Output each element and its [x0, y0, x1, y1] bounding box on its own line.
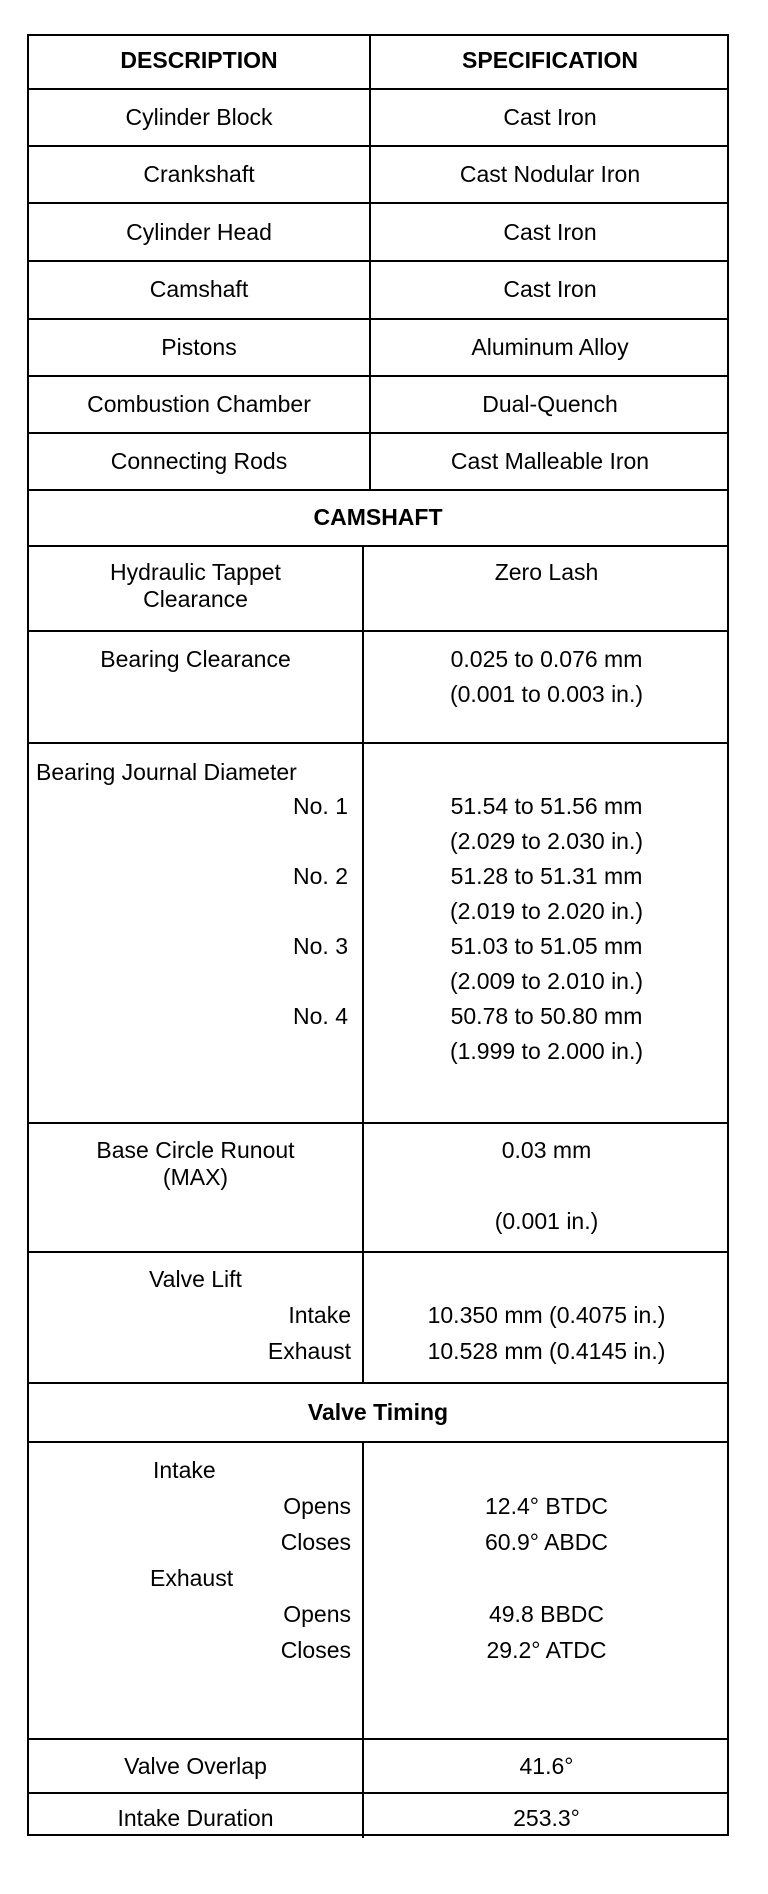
timing-exhaust-opens-value: 49.8 BBDC: [488, 1601, 605, 1627]
desc-journal-diameter: Bearing Journal Diameter: [36, 759, 297, 785]
spec-connecting-rods: Cast Malleable Iron: [450, 448, 650, 474]
valve-lift-exhaust-label: Exhaust: [267, 1338, 351, 1364]
desc-bearing-clearance: Bearing Clearance: [100, 646, 291, 672]
valve-timing-heading: Valve Timing: [307, 1399, 449, 1425]
desc-connecting-rods: Connecting Rods: [110, 448, 288, 474]
desc-camshaft: Camshaft: [149, 276, 249, 302]
journal-no2-mm: 51.28 to 51.31 mm: [450, 863, 643, 889]
journal-no4-label: No. 4: [293, 1003, 348, 1029]
timing-intake-closes-label: Closes: [280, 1529, 351, 1555]
valve-lift-exhaust-value: 10.528 mm (0.4145 in.): [427, 1338, 666, 1364]
desc-crankshaft: Crankshaft: [143, 161, 255, 187]
timing-intake-opens-value: 12.4° BTDC: [485, 1493, 608, 1519]
spec-tappet: Zero Lash: [494, 559, 599, 585]
row-divider: [29, 1382, 727, 1384]
desc-valve-overlap: Valve Overlap: [124, 1753, 267, 1779]
row-divider: [29, 375, 727, 377]
row-divider: [29, 202, 727, 204]
camshaft-heading: CAMSHAFT: [313, 504, 443, 530]
row-divider: [29, 1792, 727, 1794]
spec-intake-duration: 253.3°: [513, 1805, 580, 1831]
valve-lift-intake-value: 10.350 mm (0.4075 in.): [427, 1302, 666, 1328]
row-divider: [29, 145, 727, 147]
spec-bearing-clearance-mm: 0.025 to 0.076 mm: [450, 646, 643, 672]
spec-bearing-clearance-in: (0.001 to 0.003 in.): [449, 681, 644, 707]
specification-table: [27, 34, 729, 1836]
journal-no4-in: (1.999 to 2.000 in.): [449, 1038, 644, 1064]
row-divider: [29, 88, 727, 90]
row-divider: [29, 1251, 727, 1253]
journal-no2-in: (2.019 to 2.020 in.): [449, 898, 644, 924]
timing-exhaust-closes-label: Closes: [280, 1637, 351, 1663]
spec-camshaft: Cast Iron: [503, 276, 597, 302]
spec-pistons: Aluminum Alloy: [471, 334, 629, 360]
row-divider: [29, 1738, 727, 1740]
row-divider: [29, 742, 727, 744]
timing-intake-label: Intake: [153, 1457, 216, 1483]
row-divider: [29, 318, 727, 320]
desc-cylinder-block: Cylinder Block: [125, 104, 273, 130]
spec-cylinder-block: Cast Iron: [503, 104, 597, 130]
journal-no3-in: (2.009 to 2.010 in.): [449, 968, 644, 994]
row-divider: [29, 630, 727, 632]
spec-crankshaft: Cast Nodular Iron: [459, 161, 641, 187]
header-specification: SPECIFICATION: [462, 47, 638, 73]
spec-combustion-chamber: Dual-Quench: [482, 391, 618, 417]
desc-intake-duration: Intake Duration: [117, 1805, 274, 1831]
timing-exhaust-closes-value: 29.2° ATDC: [486, 1637, 607, 1663]
journal-no4-mm: 50.78 to 50.80 mm: [450, 1003, 643, 1029]
spec-valve-overlap: 41.6°: [519, 1753, 574, 1779]
row-divider: [29, 432, 727, 434]
valve-lift-intake-label: Intake: [288, 1302, 351, 1328]
journal-no1-in: (2.029 to 2.030 in.): [449, 828, 644, 854]
journal-no3-label: No. 3: [293, 933, 348, 959]
spec-cylinder-head: Cast Iron: [503, 219, 597, 245]
timing-exhaust-opens-label: Opens: [283, 1601, 351, 1627]
desc-combustion-chamber: Combustion Chamber: [87, 391, 311, 417]
row-divider: [29, 1441, 727, 1443]
timing-intake-closes-value: 60.9° ABDC: [485, 1529, 608, 1555]
row-divider: [29, 260, 727, 262]
row-divider: [29, 489, 727, 491]
desc-tappet-line1: Hydraulic Tappet: [110, 559, 281, 585]
row-divider: [29, 1122, 727, 1124]
desc-pistons: Pistons: [161, 334, 237, 360]
journal-no1-mm: 51.54 to 51.56 mm: [450, 793, 643, 819]
desc-runout-line1: Base Circle Runout: [96, 1137, 295, 1163]
timing-intake-opens-label: Opens: [283, 1493, 351, 1519]
row-divider: [29, 545, 727, 547]
spec-runout-in: (0.001 in.): [494, 1208, 599, 1234]
journal-no3-mm: 51.03 to 51.05 mm: [450, 933, 643, 959]
desc-cylinder-head: Cylinder Head: [126, 219, 272, 245]
desc-runout-line2: (MAX): [162, 1164, 229, 1190]
timing-exhaust-label: Exhaust: [150, 1565, 234, 1591]
journal-no2-label: No. 2: [293, 863, 348, 889]
header-description: DESCRIPTION: [120, 47, 278, 73]
desc-valve-lift: Valve Lift: [149, 1266, 242, 1292]
spec-runout-mm: 0.03 mm: [501, 1137, 592, 1163]
desc-tappet-line2: Clearance: [143, 586, 248, 612]
journal-no1-label: No. 1: [293, 793, 348, 819]
